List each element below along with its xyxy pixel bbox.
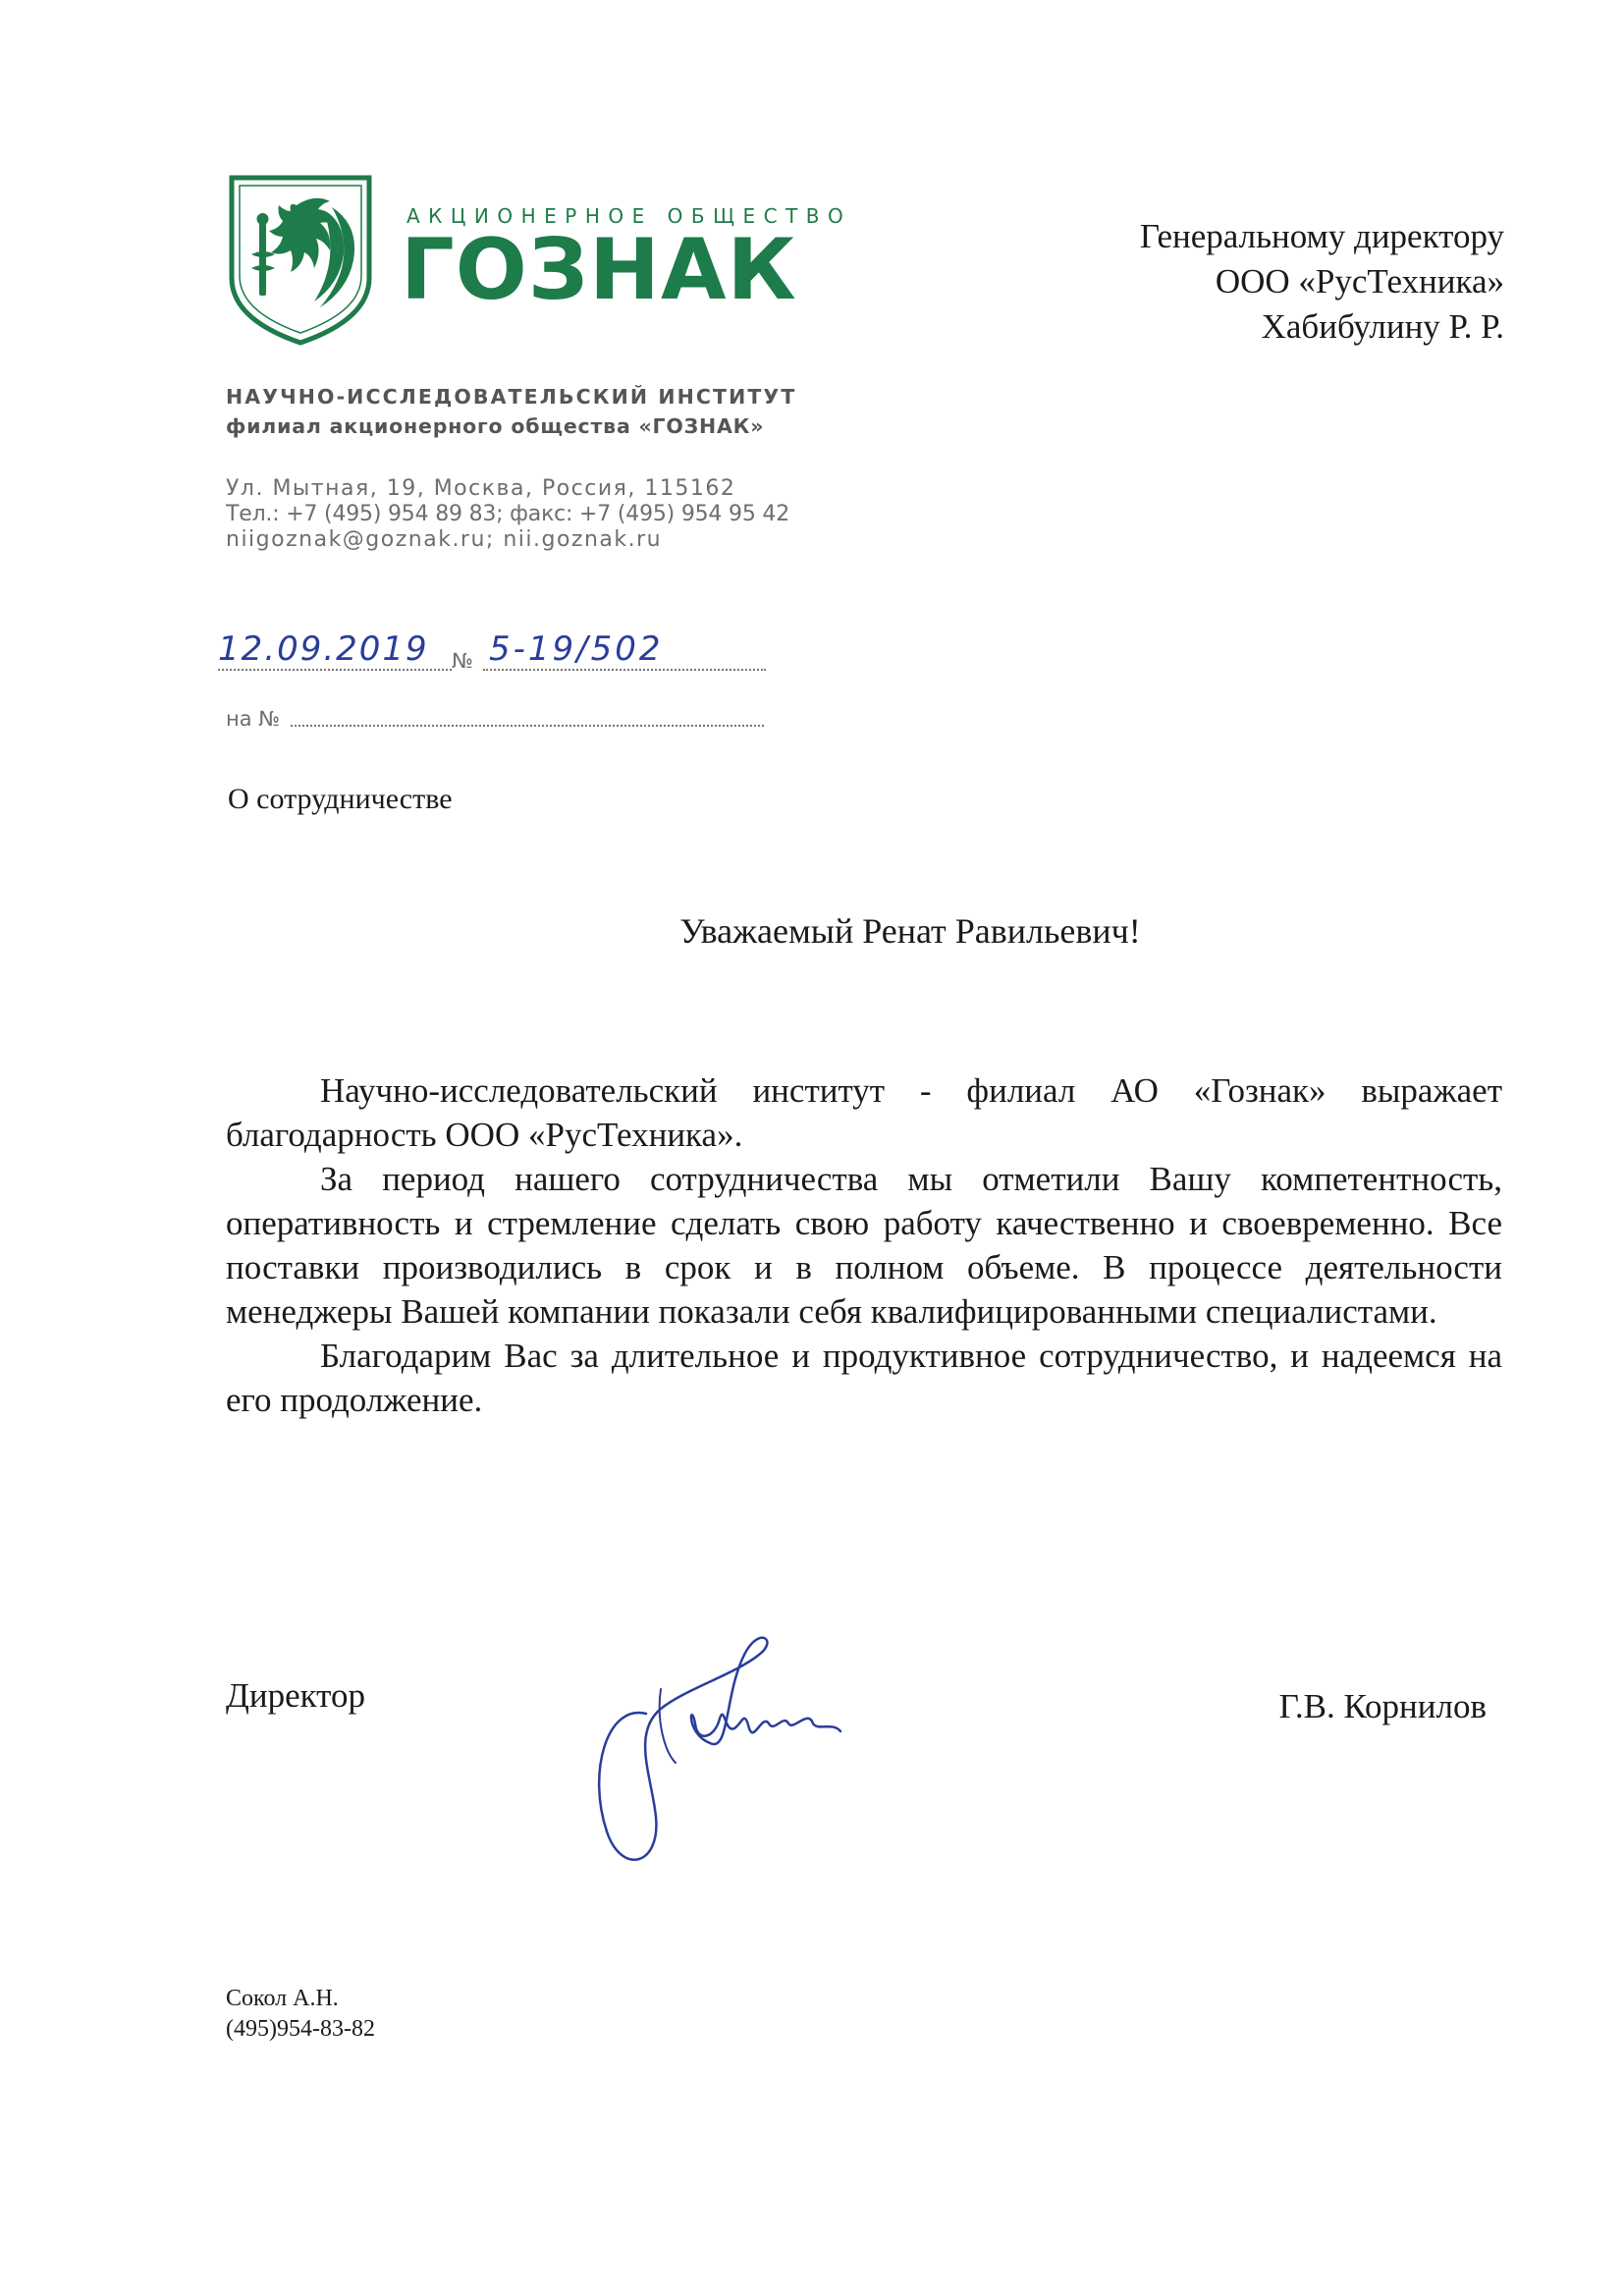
org-contacts	[226, 476, 789, 553]
addressee-company: ООО «РусТехника»	[1215, 262, 1504, 301]
body-paragraph: Благодарим Вас за длительное и продуктивное сотрудничество, и надеемся на его продолжение.	[226, 1337, 1502, 1419]
addressee-name: Хабибулину Р. Р.	[1261, 307, 1504, 346]
body-paragraph: Научно-исследовательский институт - филиал АО «Гознак» выражает благодарность ООО «РусТехника».	[226, 1071, 1502, 1154]
signatory-title: Директор	[226, 1676, 366, 1715]
logo-wordmark: ГОЗНАК	[401, 221, 797, 319]
handwritten-signature	[587, 1615, 862, 1890]
org-affiliation: филиал акционерного общества «ГОЗНАК»	[226, 414, 765, 438]
logo-subtitle: АКЦИОНЕРНОЕ ОБЩЕСТВО	[406, 204, 852, 228]
reference-line	[226, 697, 766, 731]
reference-label: на №	[226, 707, 281, 731]
org-name: НАУЧНО-ИССЛЕДОВАТЕЛЬСКИЙ ИНСТИТУТ	[226, 385, 797, 409]
registration-number: 5-19/502	[489, 629, 664, 669]
letter-body	[226, 1068, 1502, 1422]
addressee-position: Генеральному директору	[1139, 217, 1504, 255]
body-paragraph: За период нашего сотрудничества мы отметили Вашу компетентность, оперативность и стремление сделать свою работу качественно и своевременно. Все поставки производились в срок и в полном объеме. В процессе деятельности менеджеры Вашей компании показали себя квалифицированными специалистами.	[226, 1160, 1502, 1331]
addressee-block	[1140, 214, 1504, 350]
executor-name: Сокол А.Н.	[226, 1986, 339, 2011]
registration-number-label: №	[452, 649, 473, 673]
registration-line	[218, 629, 768, 673]
executor-phone: (495)954-83-82	[226, 2016, 375, 2042]
registration-date: 12.09.2019	[218, 629, 429, 669]
org-web: niigoznak@goznak.ru; nii.goznak.ru	[226, 527, 663, 552]
goznak-griffin-logo-icon	[226, 172, 375, 347]
org-phone: Тел.: +7 (495) 954 89 83; факс: +7 (495) 954 95 42	[226, 502, 789, 526]
signatory-name: Г.В. Корнилов	[1278, 1687, 1487, 1725]
salutation: Уважаемый Ренат Равильевич!	[679, 911, 1141, 951]
date-dotted-line	[218, 669, 452, 671]
executor-block	[226, 1984, 375, 2045]
reference-dotted-line	[291, 725, 764, 727]
number-dotted-line	[483, 669, 766, 671]
org-address: Ул. Мытная, 19, Москва, Россия, 115162	[226, 476, 736, 501]
letter-subject: О сотрудничестве	[228, 783, 453, 815]
